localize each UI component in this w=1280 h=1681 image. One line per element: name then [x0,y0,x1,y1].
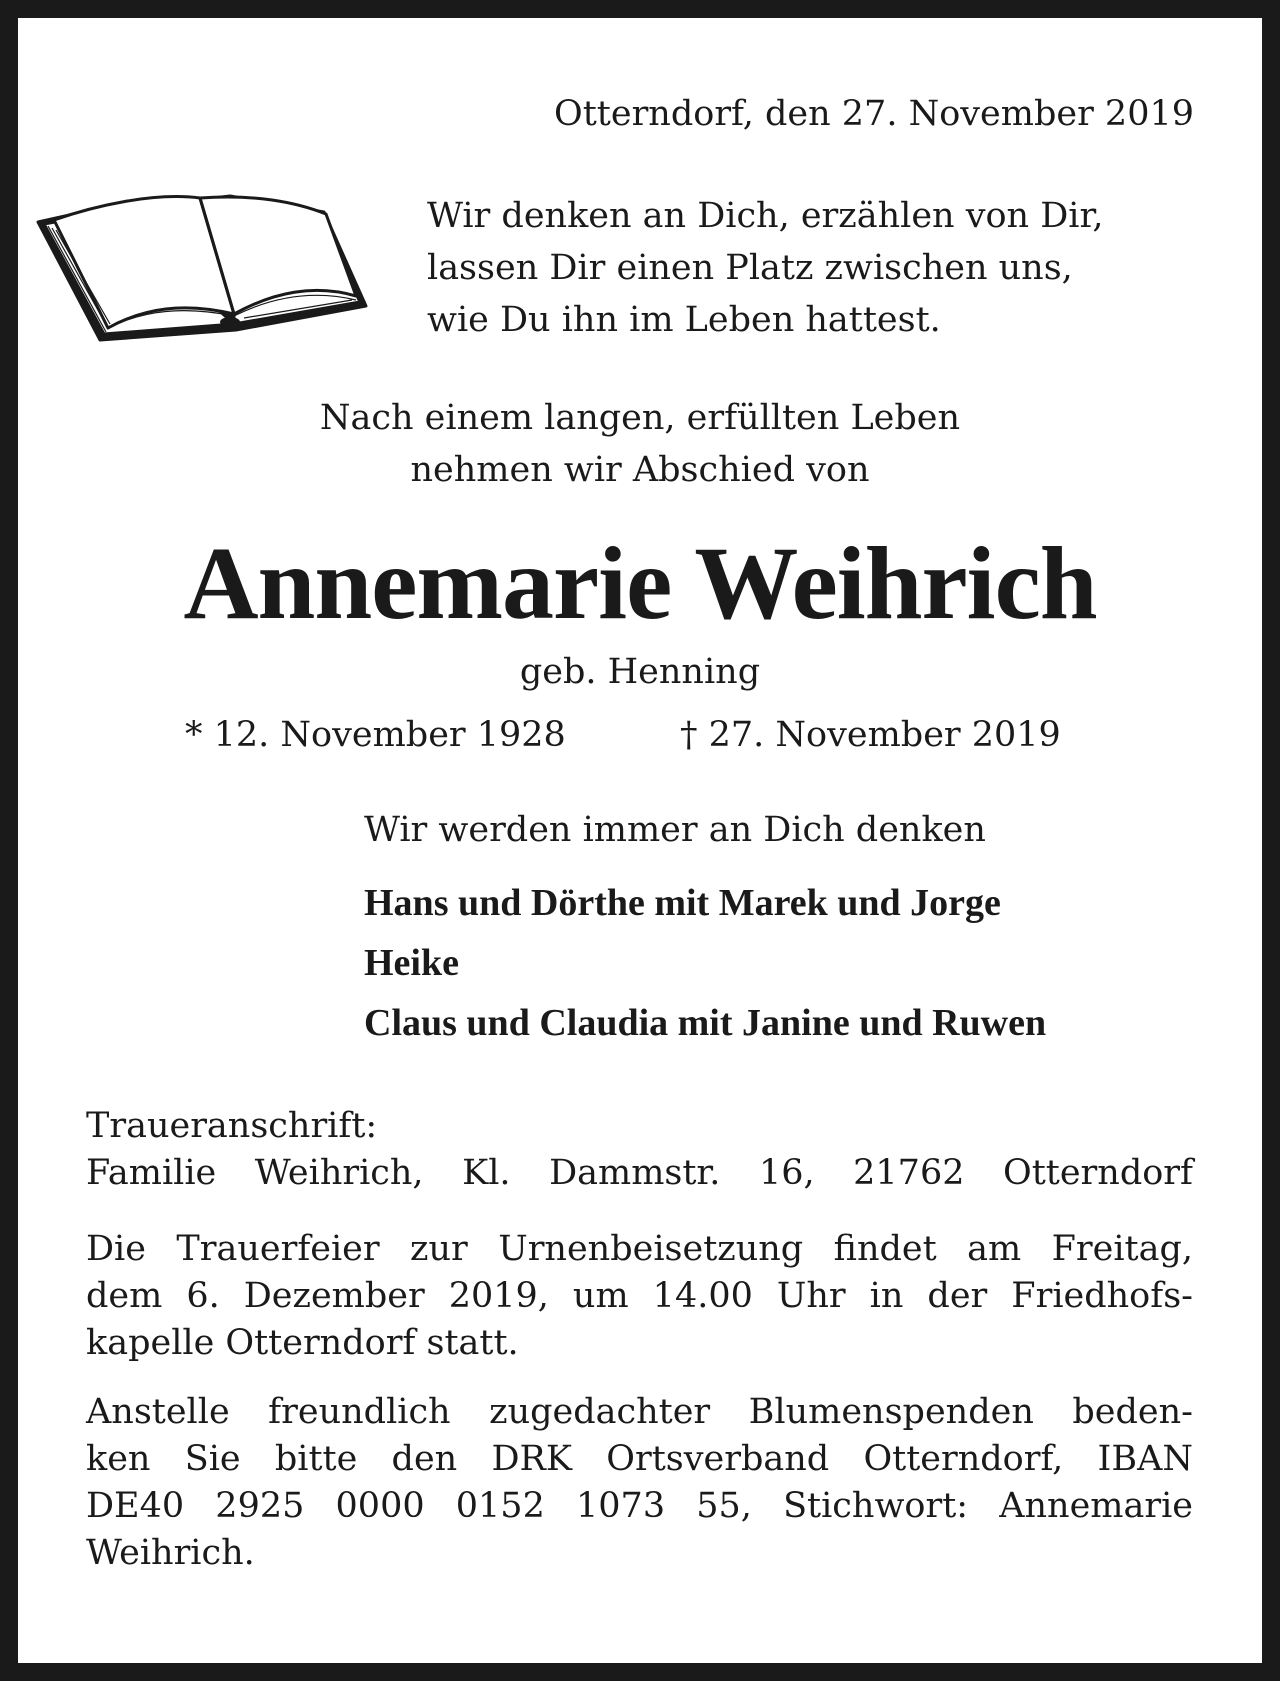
donation-block [86,1389,1193,1577]
ceremony-line: Die Trauerfeier zur Urnenbeisetzung findet am Freitag, [86,1229,1193,1269]
ceremony-line: kapelle Otterndorf statt. [86,1323,519,1363]
donation-line: Anstelle freundlich zugedachter Blumenspenden beden- [86,1392,1193,1432]
mourner-line: Hans und Dörthe mit Marek und Jorge [364,882,1001,924]
mourner-line: Claus und Claudia mit Janine und Ruwen [364,1002,1047,1044]
intro-line: nehmen wir Abschied von [410,450,870,490]
address-block [86,1103,1193,1197]
poem [427,190,1202,346]
donation-line: ken Sie bitte den DRK Ortsverband Otterndorf, IBAN [86,1439,1193,1479]
address-label: Traueranschrift: [86,1106,378,1146]
poem-line: Wir denken an Dich, erzählen von Dir, [427,196,1104,236]
deceased-name: Annemarie Weihrich [183,526,1097,641]
intro [0,392,1280,496]
ceremony-block [86,1226,1193,1367]
open-book-icon [34,188,394,358]
address-value: Familie Weihrich, Kl. Dammstr. 16, 21762 Otterndorf [86,1153,1193,1193]
death-date: † 27. November 2019 [680,715,1061,755]
donation-line: Weihrich. [86,1533,255,1573]
ceremony-line: dem 6. Dezember 2019, um 14.00 Uhr in der Friedhofs- [86,1276,1193,1316]
mourner-line: Heike [364,942,459,984]
date-line: Otterndorf, den 27. November 2019 [554,94,1194,134]
poem-line: lassen Dir einen Platz zwischen uns, [427,248,1073,288]
mourners-list [364,873,1224,1053]
maiden-name: geb. Henning [519,652,761,692]
birth-date: * 12. November 1928 [185,715,566,755]
remembrance-line: Wir werden immer an Dich denken [364,810,986,850]
intro-line: Nach einem langen, erfüllten Leben [319,398,961,438]
donation-line: DE40 2925 0000 0152 1073 55, Stichwort: Annemarie [86,1486,1193,1526]
poem-line: wie Du ihn im Leben hattest. [427,300,941,340]
